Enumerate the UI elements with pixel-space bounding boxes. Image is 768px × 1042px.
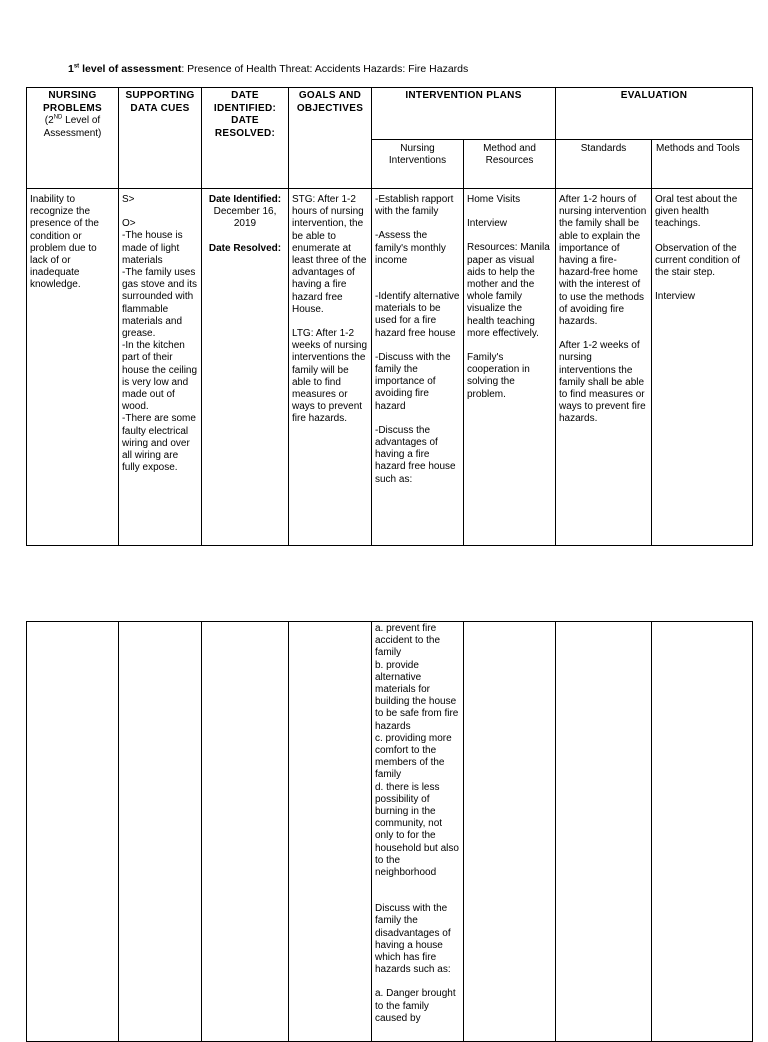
method-item: Home Visits xyxy=(467,194,521,205)
header-date-resolved: DATE RESOLVED: xyxy=(214,115,276,139)
tool-item: Oral test about the given health teachings. xyxy=(655,194,738,230)
cell-standards-cont xyxy=(556,622,652,1042)
cell-nursing-problem-cont xyxy=(27,622,119,1042)
disadvantage-item: a. Danger brought to the family caused by xyxy=(375,988,456,1024)
resource-item: Resources: Manila paper as visual aids to help the mother and the whole family visualize the health teaching more effectively. xyxy=(467,242,550,339)
cell-methods-resources-cont xyxy=(464,622,556,1042)
cell-methods-tools-cont xyxy=(652,622,753,1042)
sub-sup: ND xyxy=(53,114,63,121)
tool-item: Interview xyxy=(655,291,696,303)
level-number: 1 xyxy=(68,63,74,75)
level-label: level of assessment xyxy=(79,63,182,75)
header-supporting-data-cues: SUPPORTING DATA CUES xyxy=(119,88,202,189)
intervention-item: -Discuss with the family the importance of avoiding fire hazard xyxy=(375,351,451,412)
long-term-goal: LTG: After 1-2 weeks of nursing interventions the family will be able to find measures or ways to prevent fire hazards. xyxy=(292,328,368,425)
date-identified-label: Date Identified: xyxy=(208,194,282,205)
intervention-item: -Discuss the advantages of having a fire hazard free house such as: xyxy=(375,424,456,485)
subheader-method-resources: Method and Resources xyxy=(464,140,556,189)
assessment-heading xyxy=(68,63,468,76)
care-plan-table-continued xyxy=(26,621,753,1042)
resource-item: Family's cooperation in solving the problem. xyxy=(467,352,530,400)
header-intervention-plans: INTERVENTION PLANS xyxy=(372,88,556,140)
header-dates xyxy=(202,88,289,189)
header-date-identified: DATE IDENTIFIED: xyxy=(213,90,277,114)
cell-methods-resources xyxy=(464,189,556,546)
short-term-goal: STG: After 1-2 hours of nursing intervention, the be able to enumerate at least three of the advantages of having a fire hazard free House. xyxy=(292,194,367,315)
cell-nursing-interventions xyxy=(372,189,464,546)
cell-nursing-problem: Inability to recognize the presence of the condition or problem due to lack of or inadequate knowledge. xyxy=(27,189,119,546)
cell-methods-tools xyxy=(652,189,753,546)
advantages-list: a. prevent fire accident to the family b. provide alternative materials for building the house to be safe from fire hazards c. providing more comfort to the members of the family d. there is less possibility of burning in the community, not only to for the household but also to the neighborhood xyxy=(375,623,459,879)
date-identified-value: December 16, 2019 xyxy=(213,206,277,230)
header-nursing-problems xyxy=(27,88,119,189)
sub-post: Level of Assessment) xyxy=(43,115,102,139)
subheader-nursing-interventions: Nursing Interventions xyxy=(372,140,464,189)
cell-goals xyxy=(289,189,372,546)
cues-objective: O> xyxy=(122,218,136,230)
subheader-standards: Standards xyxy=(556,140,652,189)
cell-dates xyxy=(202,189,289,546)
care-plan-table xyxy=(26,87,753,546)
cues-list: -The house is made of light materials -The family uses gas stove and its surrounded with flammable materials and grease. -In the kitchen part of their house the ceiling is very low and made out of wood. -There are some faulty electrical wiring and over all wiring are fully expose. xyxy=(122,230,198,474)
sub-pre: (2 xyxy=(44,115,54,126)
assessment-title: Presence of Health Threat: Accidents Hazards: Fire Hazards xyxy=(187,63,469,75)
tool-item: Observation of the current condition of the stair step. xyxy=(655,242,741,279)
cell-supporting-cues-cont xyxy=(119,622,202,1042)
cell-goals-cont xyxy=(289,622,372,1042)
cell-dates-cont xyxy=(202,622,289,1042)
cell-standards xyxy=(556,189,652,546)
cues-subjective: S> xyxy=(122,194,135,205)
standard-item: After 1-2 hours of nursing intervention the family shall be able to explain the importance of having a fire-hazard-free home with the interest of to use the methods of avoiding fire hazards. xyxy=(559,194,647,328)
header-evaluation: EVALUATION xyxy=(556,88,753,140)
intervention-item: -Identify alternative materials to be used for a fire hazard free house xyxy=(375,291,460,339)
standard-item: After 1-2 weeks of nursing interventions the family shall be able to find measures or ways to prevent fire hazards. xyxy=(559,340,646,425)
header-nursing-problems-title: NURSING PROBLEMS xyxy=(42,90,103,114)
level-suffix: st xyxy=(73,63,80,70)
method-item: Interview xyxy=(467,218,508,230)
disadvantages-intro: Discuss with the family the disadvantages of having a house which has fire hazards such as: xyxy=(375,903,451,976)
header-nursing-problems-sub xyxy=(44,115,102,139)
intervention-item: -Assess the family's monthly income xyxy=(375,230,446,266)
cell-supporting-cues xyxy=(119,189,202,546)
header-goals-objectives: GOALS AND OBJECTIVES xyxy=(289,88,372,189)
heading-colon: : xyxy=(181,63,188,75)
intervention-item: -Establish rapport with the family xyxy=(375,194,454,218)
subheader-methods-tools: Methods and Tools xyxy=(652,140,753,189)
cell-nursing-interventions-cont xyxy=(372,622,464,1042)
date-resolved-label: Date Resolved: xyxy=(208,242,282,254)
